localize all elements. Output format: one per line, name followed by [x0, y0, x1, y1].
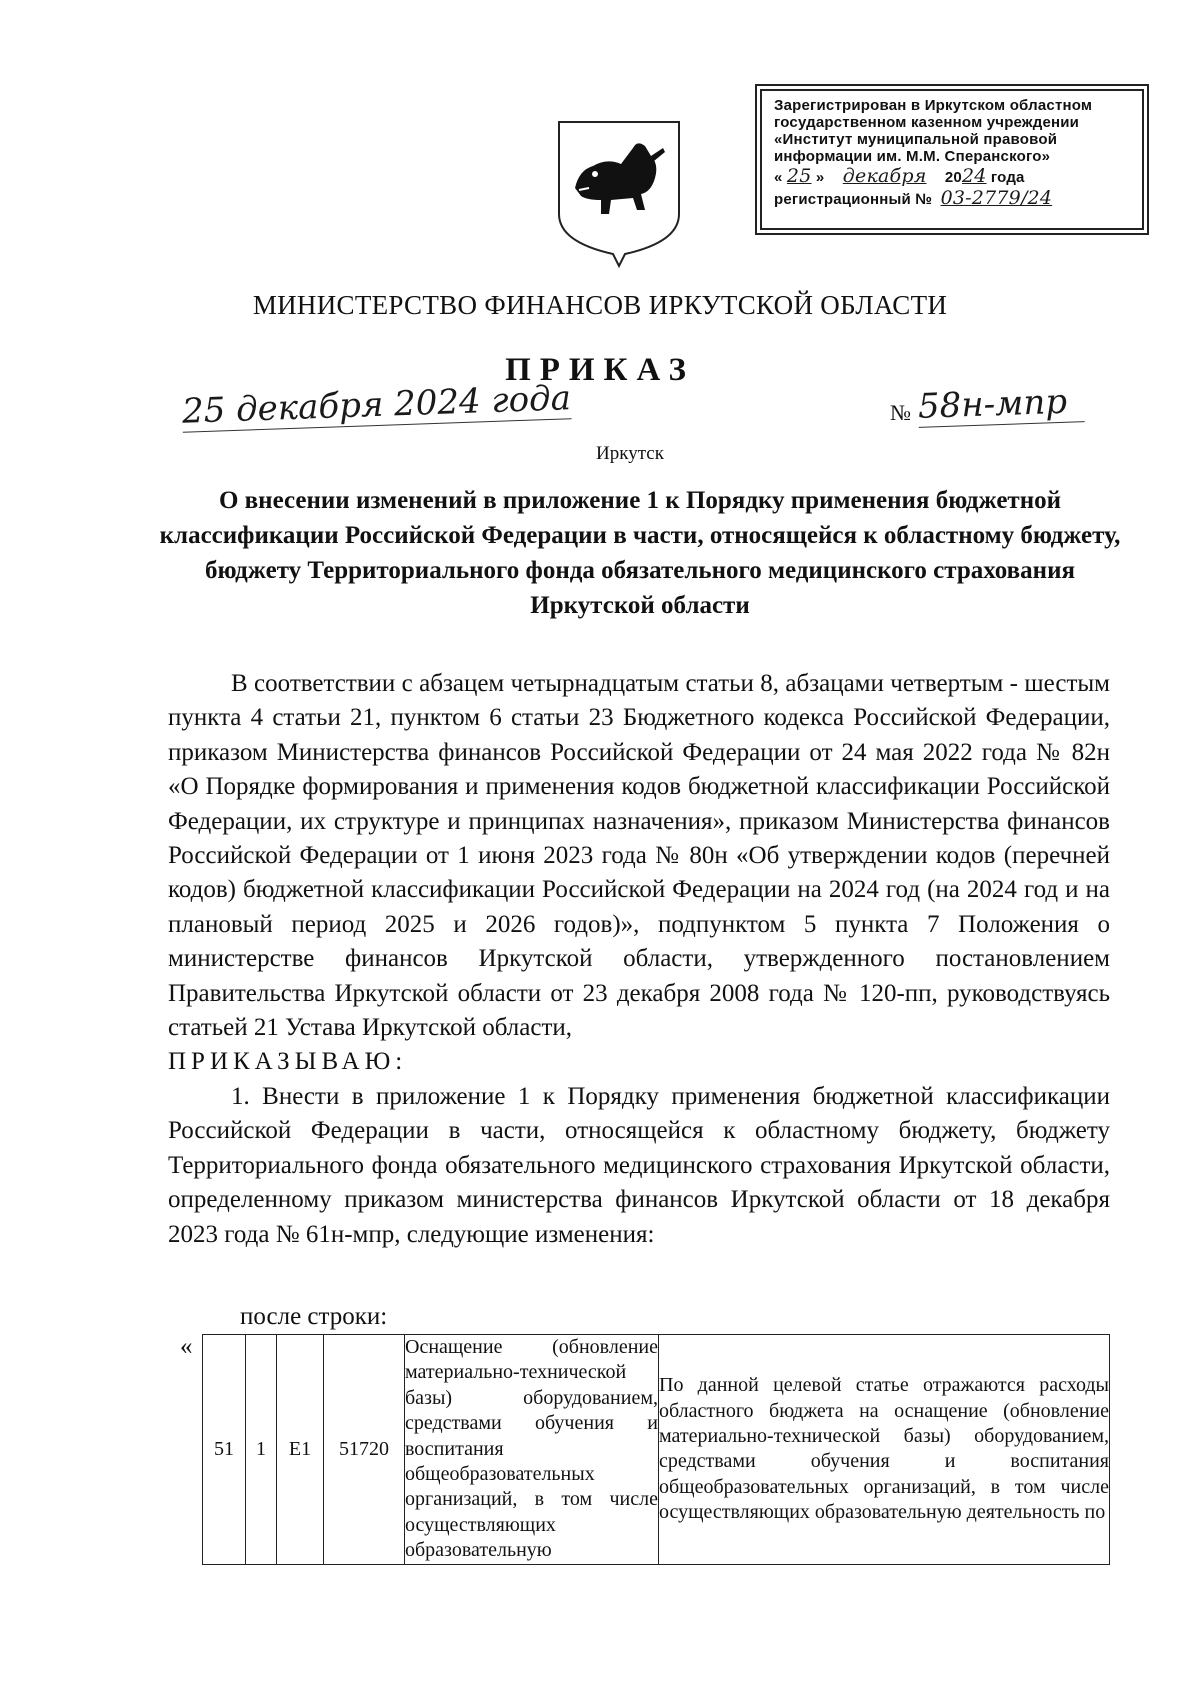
stamp-line: информации им. М.М. Сперанского»	[774, 148, 1051, 165]
table-cell-code-2: 1	[246, 1335, 277, 1565]
stamp-date-year: 24	[961, 165, 987, 187]
stamp-date-mid: »	[815, 169, 825, 186]
table-cell-code-3: E1	[277, 1335, 324, 1565]
stamp-reg-label: регистрационный №	[774, 191, 933, 208]
table-cell-code-1: 51	[203, 1335, 246, 1565]
preamble-paragraph: В соответствии с абзацем четырнадцатым статьи 8, абзацами четвертым - шестым пункта 4 статьи 21, пунктом 6 статьи 23 Бюджетного кодекса Российской Федерации, приказом Министерства финансов Российской Федерации от 24 мая 2022 года № 82н «О Порядке формирования и применения кодов бюджетной классификации Российской Федерации, их структуре и принципах назначения», приказом Министерства финансов Российской Федерации от 1 июня 2023 года № 80н «Об утверждении кодов (перечней кодов) бюджетной классификации Российской Федерации на 2024 год (на 2024 год и на плановый период 2025 и 2026 годов)», подпунктом 5 пункта 7 Положения о министерстве финансов Иркутской области, утвержденного постановлением Правительства Иркутской области от 23 декабря 2008 года № 120-пп, руководствуясь статьей 21 Устава Иркутской области,	[168, 670, 1110, 1042]
table-cell-name: Оснащение (обновление материально-технической базы) оборудованием, средствами обучения и воспитания общеобразовательных организаций, в том числе осуществляющих образовательную	[405, 1335, 659, 1565]
quote-mark: «	[180, 1333, 193, 1360]
ministry-name: МИНИСТЕРСТВО ФИНАНСОВ ИРКУТСКОЙ ОБЛАСТИ	[252, 290, 948, 320]
order-number-label: №	[890, 400, 911, 425]
stamp-line: Зарегистрирован в Иркутском областном	[774, 97, 1093, 114]
stamp-date	[774, 165, 1132, 187]
table-row	[203, 1335, 1110, 1565]
order-date: 25 декабря 2024 года	[181, 378, 572, 432]
table-cell-code-4: 51720	[324, 1335, 405, 1565]
stamp-reg-number: 03-2779/24	[940, 187, 1053, 209]
item-1-paragraph: 1. Внести в приложение 1 к Порядку применения бюджетной классификации Российской Федерации в части, относящейся к областному бюджету, бюджету Территориального фонда обязательного медицинского страхования Иркутской области, определенному приказом министерства финансов Иркутской области от 18 декабря 2023 года № 61н-мпр, следующие изменения:	[168, 1082, 1110, 1248]
stamp-date-month: декабря	[842, 165, 927, 187]
coat-of-arms-emblem	[555, 118, 683, 268]
stamp-date-suffix: года	[990, 169, 1025, 186]
stamp-line: государственном казенном учреждении	[774, 114, 1080, 131]
stamp-reg	[774, 187, 1132, 209]
order-body	[168, 667, 1110, 1252]
order-title: ПРИКАЗ	[505, 352, 695, 388]
coat-of-arms-icon	[555, 118, 683, 268]
order-number: 58н-мпр	[917, 381, 1084, 428]
city: Иркутск	[596, 443, 664, 464]
registration-stamp	[760, 89, 1144, 230]
stamp-date-open: «	[774, 169, 783, 186]
stamp-date-year-prefix: 20	[944, 169, 962, 186]
stamp-date-day: 25	[786, 165, 812, 187]
stamp-line: «Институт муниципальной правовой	[774, 131, 1058, 148]
order-word: ПРИКАЗЫВАЮ:	[168, 1048, 408, 1076]
order-subject: О внесении изменений в приложение 1 к Порядку применения бюджетной классификации Российской Федерации в части, относящейся к областному бюджету, бюджету Территориального фонда обязательного медицинского страхования Иркутской области	[159, 487, 1121, 619]
after-line-label: после строки:	[240, 1303, 388, 1330]
classification-table	[202, 1334, 1110, 1565]
table-cell-description: По данной целевой статье отражаются расходы областного бюджета на оснащение (обновление материально-технической базы) оборудованием, средствами обучения и воспитания общеобразовательных организаций, в том числе осуществляющих образовательную деятельность по	[659, 1335, 1110, 1565]
